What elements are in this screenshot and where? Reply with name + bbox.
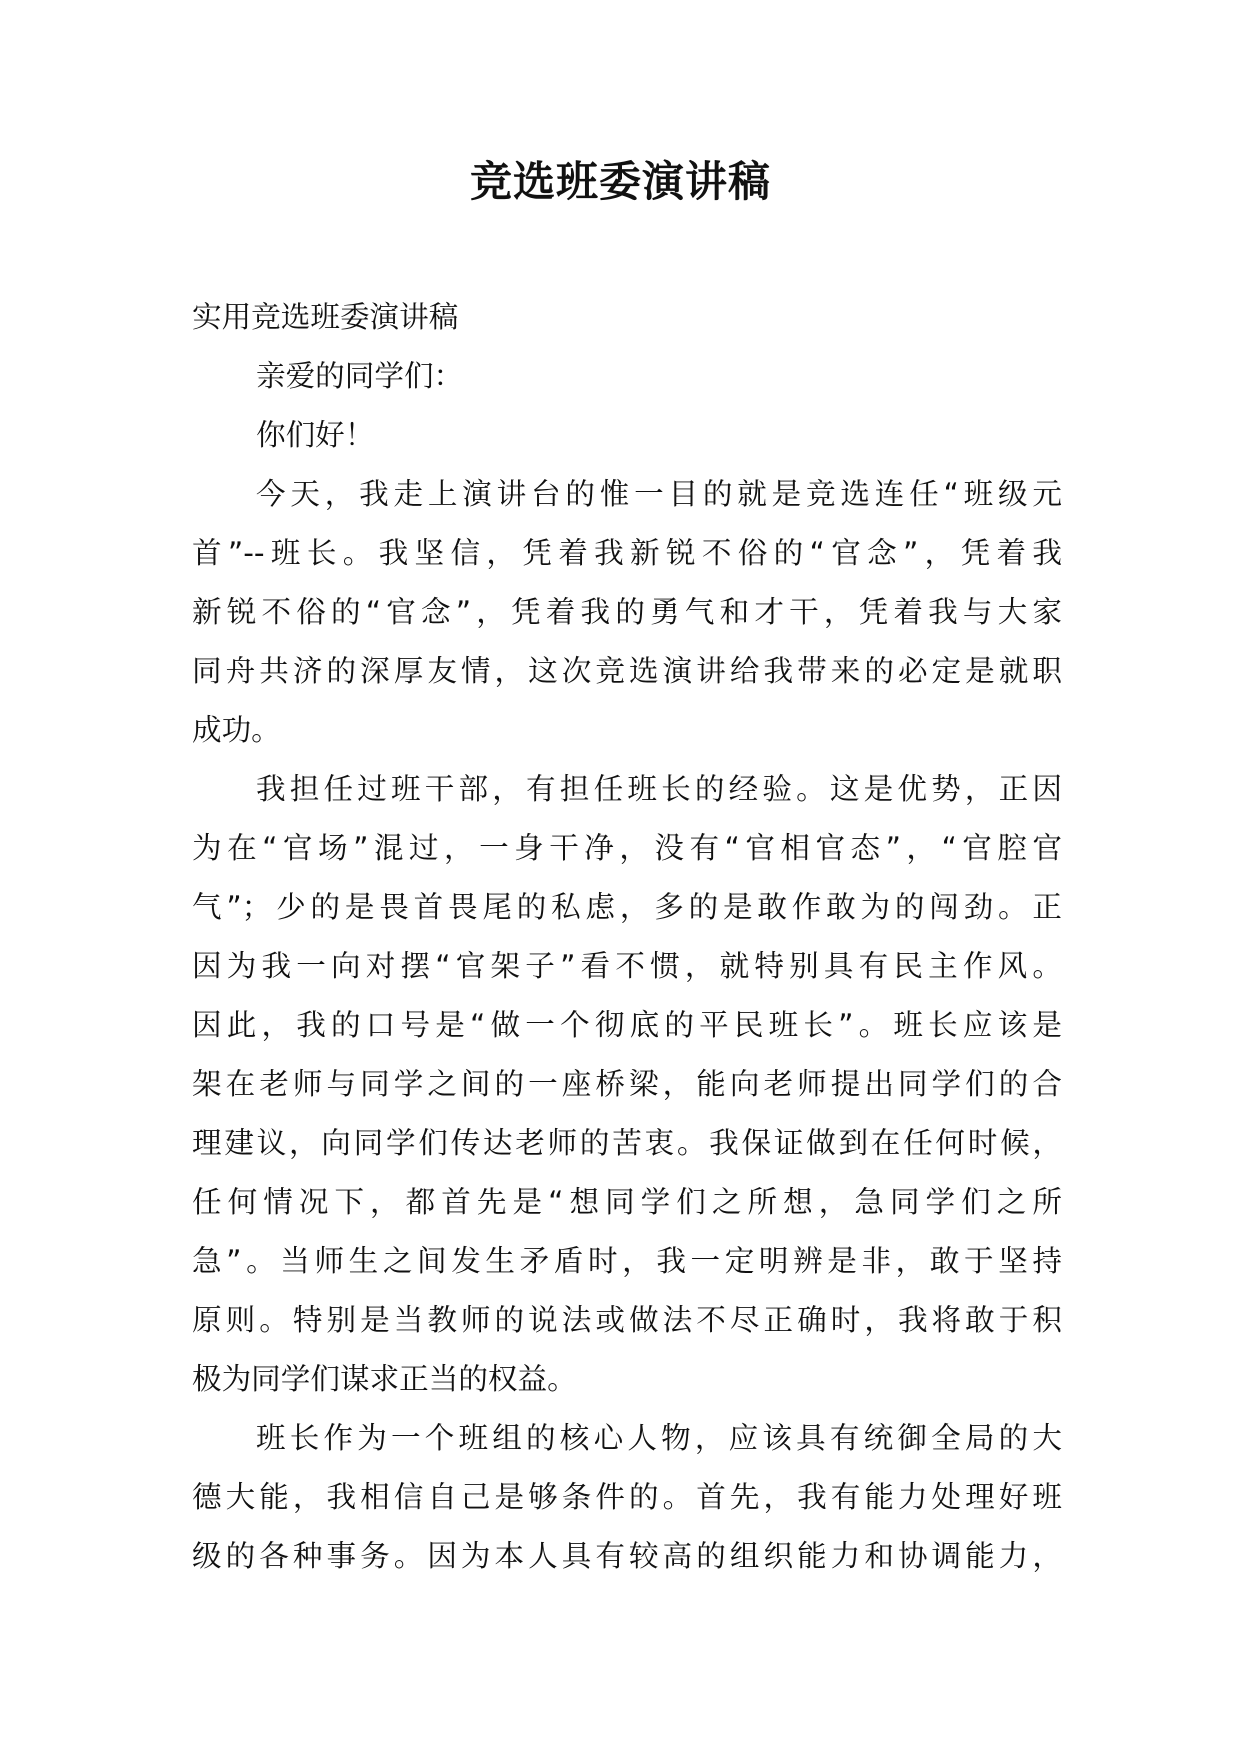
paragraph-1-line-2: 首”--班长。我坚信，凭着我新锐不俗的“官念”，凭着我 [192, 536, 1062, 570]
paragraph-2-line-7: 理建议，向同学们传达老师的苦衷。我保证做到在任何时候， [192, 1126, 1062, 1160]
paragraph-2-line-6: 架在老师与同学之间的一座桥梁，能向老师提出同学们的合 [192, 1067, 1062, 1101]
document-subtitle: 实用竞选班委演讲稿 [192, 300, 459, 334]
paragraph-2-line-11: 极为同学们谋求正当的权益。 [192, 1362, 577, 1396]
paragraph-2-line-8: 任何情况下，都首先是“想同学们之所想，急同学们之所 [192, 1185, 1062, 1219]
paragraph-1-line-1: 今天，我走上演讲台的惟一目的就是竞选连任“班级元 [256, 477, 1062, 511]
paragraph-2-line-3: 气”；少的是畏首畏尾的私虑，多的是敢作敢为的闯劲。正 [192, 890, 1062, 924]
paragraph-1-line-4: 同舟共济的深厚友情，这次竞选演讲给我带来的必定是就职 [192, 654, 1062, 688]
paragraph-3-line-3: 级的各种事务。因为本人具有较高的组织能力和协调能力， [192, 1539, 1062, 1573]
paragraph-2-line-2: 为在“官场”混过，一身干净，没有“官相官态”，“官腔官 [192, 831, 1062, 865]
paragraph-2-line-4: 因为我一向对摆“官架子”看不惯，就特别具有民主作风。 [192, 949, 1062, 983]
paragraph-2-line-10: 原则。特别是当教师的说法或做法不尽正确时，我将敢于积 [192, 1303, 1062, 1337]
greeting-line: 亲爱的同学们： [256, 359, 464, 393]
paragraph-2-line-5: 因此，我的口号是“做一个彻底的平民班长”。班长应该是 [192, 1008, 1062, 1042]
paragraph-1-line-3: 新锐不俗的“官念”，凭着我的勇气和才干，凭着我与大家 [192, 595, 1062, 629]
document-title: 竞选班委演讲稿 [469, 157, 771, 206]
paragraph-3-line-2: 德大能，我相信自己是够条件的。首先，我有能力处理好班 [192, 1480, 1062, 1514]
salutation-line: 你们好！ [256, 418, 375, 452]
paragraph-1-line-5: 成功。 [192, 713, 281, 747]
paragraph-2-line-9: 急”。当师生之间发生矛盾时，我一定明辨是非，敢于坚持 [192, 1244, 1062, 1278]
document-body [192, 288, 1062, 1586]
paragraph-3-line-1: 班长作为一个班组的核心人物，应该具有统御全局的大 [256, 1421, 1062, 1455]
paragraph-2-line-1: 我担任过班干部，有担任班长的经验。这是优势，正因 [256, 772, 1062, 806]
